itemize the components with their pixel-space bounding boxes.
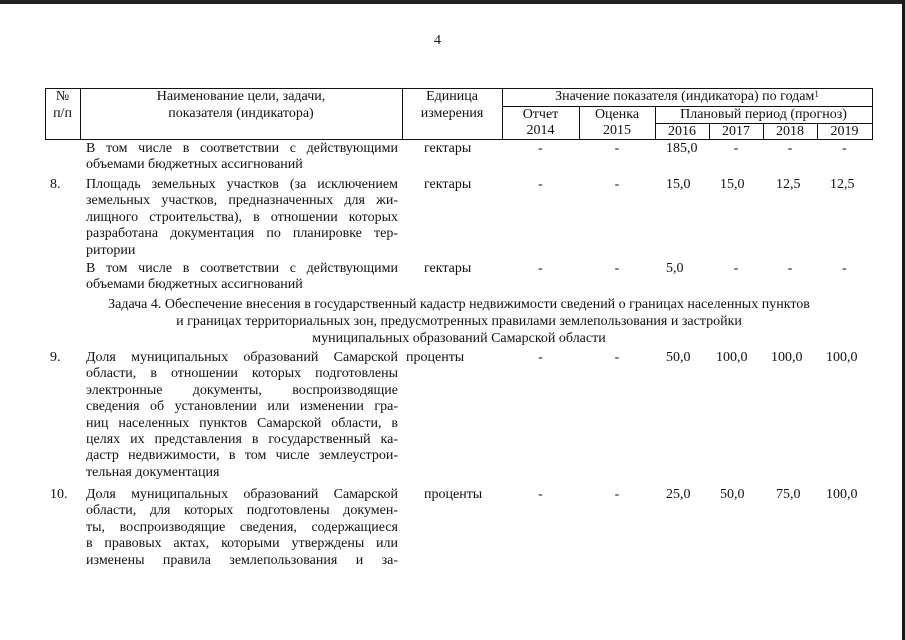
row-10-line-3: ты, воспроизводящие сведения, содержащиеся	[86, 519, 398, 535]
row-10-line-5: изменены правила землепользования и за-	[86, 552, 398, 568]
header-year-2016: 2016	[668, 124, 696, 139]
row-8-v6: 12,5	[830, 177, 855, 192]
row-8-line-3: лищного строительства), в отношении которых	[86, 209, 398, 225]
row-10-line-2: области, для которых подготовлены докумен-	[86, 503, 398, 519]
row-10-v1: -	[538, 487, 543, 502]
row-9-line-2: области, в отношении которых подготовлены	[86, 366, 398, 382]
row-b-v6: -	[842, 261, 847, 276]
row-9-line-6: целях их представления в государственный ка-	[86, 432, 398, 447]
row-b-unit: гектары	[424, 261, 472, 276]
row-10-v6: 100,0	[826, 487, 858, 502]
row-8-line-5: ритории	[86, 242, 136, 258]
scan-top-edge	[0, 0, 905, 4]
row-10-v2: -	[614, 487, 620, 502]
row-a-v3: 185,0	[666, 141, 698, 156]
row-8-num: 8.	[50, 177, 61, 192]
row-9-line-4: сведения об установлении или изменении гра-	[86, 399, 398, 415]
row-b-line-2: объемами бюджетных ассигнований	[86, 277, 303, 293]
row-10-unit: проценты	[424, 487, 483, 502]
header-plan-title: Плановый период (прогноз)	[680, 107, 847, 122]
row-9-line-8: тельная документация	[86, 464, 220, 480]
header-year-2018: 2018	[776, 124, 804, 139]
row-8-v3: 15,0	[666, 177, 691, 192]
task-heading-line-2: и границах территориальных зон, предусмотренных правилами землепользования и застройки	[176, 314, 742, 329]
header-year-2019: 2019	[830, 124, 859, 139]
header-year-2017: 2017	[722, 124, 750, 139]
row-b-v2: -	[614, 261, 620, 276]
header-unit-2: измерения	[420, 106, 484, 121]
row-8-v4: 15,0	[720, 177, 745, 192]
header-num-1: №	[55, 89, 70, 104]
row-10-line-4: в правовых актах, которыми утверждены или	[86, 536, 398, 552]
row-a-v5: -	[787, 141, 793, 156]
header-estimate: Оценка	[594, 107, 640, 122]
row-9-line-5: ниц населенных пунктов Самарской области, в	[86, 415, 398, 431]
task-heading-line-3: муниципальных образований Самарской области	[312, 331, 606, 346]
row-10-v5: 75,0	[776, 487, 801, 502]
row-10-num: 10.	[50, 487, 68, 502]
row-9-v3: 50,0	[666, 350, 691, 365]
header-name-1: Наименование цели, задачи,	[156, 89, 326, 104]
row-9-unit: проценты	[406, 350, 465, 365]
row-b-v5: -	[787, 261, 793, 276]
header-num-2: п/п	[53, 106, 72, 121]
row-9-num: 9.	[50, 350, 61, 365]
row-8-unit: гектары	[424, 177, 472, 192]
row-9-v6: 100,0	[826, 350, 858, 365]
grid-right	[872, 88, 873, 140]
row-a-v4: -	[733, 141, 739, 156]
row-8-line-1: Площадь земельных участков (за исключением	[86, 177, 398, 192]
header-estimate-year: 2015	[603, 123, 631, 138]
footnote-mark: 1	[814, 89, 819, 99]
row-10-v3: 25,0	[666, 487, 691, 502]
row-8-line-2: земельных участков, предназначенных для жи-	[86, 193, 398, 209]
row-8-v2: -	[614, 177, 620, 192]
row-b-line-1: В том числе в соответствии с действующими	[86, 261, 398, 276]
header-unit-1: Единица	[426, 89, 478, 104]
row-9-v1: -	[538, 350, 543, 365]
header-report: Отчет	[522, 107, 559, 122]
row-a-v2: -	[614, 141, 620, 156]
row-8-v1: -	[538, 177, 543, 192]
row-8-line-4: разработана документация по планировке тер-	[86, 226, 398, 242]
header-report-year: 2014	[526, 123, 555, 138]
row-a-line-2: объемами бюджетных ассигнований	[86, 157, 303, 172]
row-b-v4: -	[733, 261, 739, 276]
task-heading-line-1: Задача 4. Обеспечение внесения в государственный кадастр недвижимости сведений о границах населенных пунктов	[108, 297, 810, 312]
page-number: 4	[434, 33, 441, 48]
row-9-v5: 100,0	[771, 350, 803, 365]
row-a-v1: -	[538, 141, 543, 156]
row-8-v5: 12,5	[776, 177, 801, 192]
row-a-v6: -	[842, 141, 847, 156]
header-name-2: показателя (индикатора)	[168, 106, 314, 121]
row-10-line-1: Доля муниципальных образований Самарской	[86, 487, 398, 502]
row-9-v2: -	[614, 350, 620, 365]
row-b-v3: 5,0	[666, 261, 684, 276]
row-9-v4: 100,0	[716, 350, 748, 365]
row-10-v4: 50,0	[720, 487, 745, 502]
row-b-v1: -	[538, 261, 543, 276]
row-a-unit: гектары	[424, 141, 472, 156]
row-a-line-1: В том числе в соответствии с действующими	[86, 141, 398, 156]
row-9-line-7: дастр недвижимости, в том числе землеустрои-	[86, 448, 398, 464]
row-9-line-3: электронные документы, воспроизводящие	[86, 382, 398, 398]
header-values-title: Значение показателя (индикатора) по годам$^1$	[555, 89, 819, 104]
row-9-line-1: Доля муниципальных образований Самарской	[86, 350, 398, 365]
